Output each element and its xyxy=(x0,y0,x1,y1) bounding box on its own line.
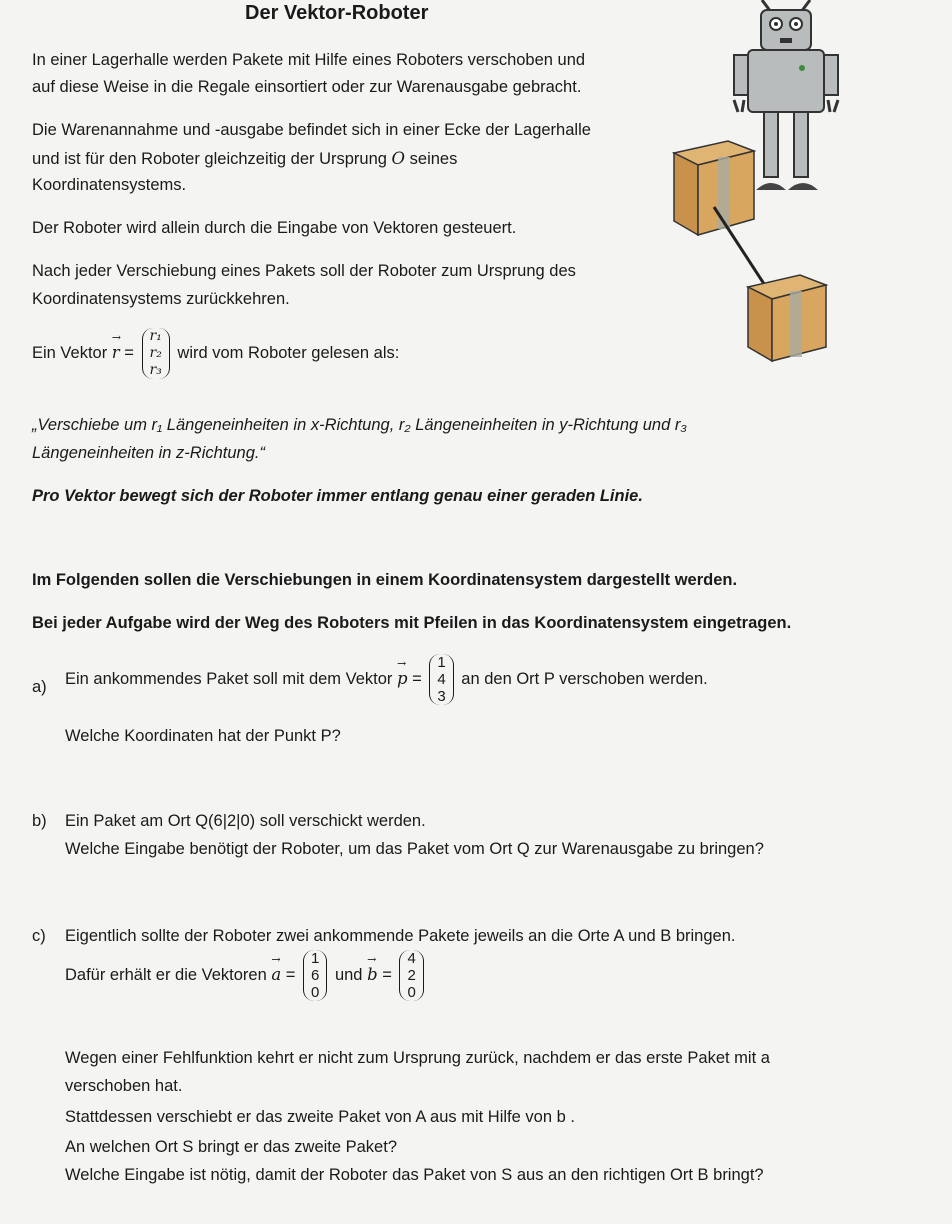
vector-a-column xyxy=(303,950,327,1001)
text-fragment: seines xyxy=(405,150,458,168)
task-c-label: c) xyxy=(32,927,46,945)
intro-text-line: In einer Lagerhalle werden Pakete mit Hilfe eines Roboters verschoben und xyxy=(32,51,586,69)
task-c-line: Stattdessen verschiebt er das zweite Paket von A aus mit Hilfe von b . xyxy=(65,1108,575,1126)
task-c-vectors xyxy=(65,950,427,1001)
intro-text-line: auf diese Weise in die Regale einsortiert oder zur Warenausgabe gebracht. xyxy=(32,78,582,96)
vector-entry: r₂ xyxy=(149,345,162,361)
vector-b-column xyxy=(399,950,423,1001)
vector-entry: 4 xyxy=(437,671,446,688)
vector-a-symbol: → a xyxy=(271,965,281,984)
text-fragment: Ein Vektor xyxy=(32,343,112,362)
task-c-line: Eigentlich sollte der Roboter zwei ankommende Pakete jeweils an die Orte A und B bringen. xyxy=(65,927,736,945)
intro-text-line: Der Roboter wird allein durch die Eingabe von Vektoren gesteuert. xyxy=(32,219,517,237)
task-b-line: Ein Paket am Ort Q(6|2|0) soll verschickt werden. xyxy=(65,812,426,830)
package-move-illustration xyxy=(668,135,838,370)
vector-entry: r₁ xyxy=(149,328,162,344)
task-a-question: Welche Koordinaten hat der Punkt P? xyxy=(65,727,341,745)
vector-entry: r₃ xyxy=(149,362,162,378)
equals-sign: = xyxy=(407,669,427,688)
intro-text-line: Koordinatensystems zurückkehren. xyxy=(32,290,290,308)
task-b-label: b) xyxy=(32,812,47,830)
rule-statement: Pro Vektor bewegt sich der Roboter immer entlang genau einer geraden Linie. xyxy=(32,487,643,505)
vector-entry: 1 xyxy=(437,654,446,671)
text-fragment: Ein ankommendes Paket soll mit dem Vektor xyxy=(65,669,397,688)
intro-text-line: Die Warenannahme und -ausgabe befindet sich in einer Ecke der Lagerhalle xyxy=(32,121,591,139)
equals-sign: = xyxy=(281,965,301,984)
text-fragment: Dafür erhält er die Vektoren xyxy=(65,965,272,984)
vector-p-column xyxy=(429,654,453,705)
vector-entry: 4 xyxy=(407,950,416,967)
text-fragment: wird vom Roboter gelesen als: xyxy=(172,343,400,362)
text-fragment: an den Ort P verschoben werden. xyxy=(456,669,708,688)
quote-line: Längeneinheiten in z-Richtung.“ xyxy=(32,444,265,462)
task-c-line: An welchen Ort S bringt er das zweite Paket? xyxy=(65,1138,397,1156)
task-a-line xyxy=(65,654,708,705)
page-title: Der Vektor-Roboter xyxy=(245,2,429,24)
task-c-line: verschoben hat. xyxy=(65,1077,183,1095)
vector-b-symbol: → b xyxy=(367,965,378,984)
equals-sign: = xyxy=(119,343,139,362)
vector-entry: 0 xyxy=(407,984,416,1001)
quote-line: „Verschiebe um r₁ Längeneinheiten in x-Richtung, r₂ Längeneinheiten in y-Richtung und r₃ xyxy=(32,416,687,434)
vector-r-column xyxy=(142,328,170,379)
vector-entry: 2 xyxy=(407,967,416,984)
text-fragment: und xyxy=(330,965,368,984)
vector-r-symbol: → r xyxy=(112,343,120,362)
vector-p-symbol: → p xyxy=(397,669,408,688)
task-c-line: Wegen einer Fehlfunktion kehrt er nicht zum Ursprung zurück, nachdem er das erste Paket mit a xyxy=(65,1049,770,1067)
section-line: Im Folgenden sollen die Verschiebungen in einem Koordinatensystem dargestellt werden. xyxy=(32,571,738,589)
equals-sign: = xyxy=(377,965,397,984)
intro-text-line: Koordinatensystems. xyxy=(32,176,187,194)
text-fragment: und ist für den Roboter gleichzeitig der Ursprung xyxy=(32,150,392,168)
task-a-label: a) xyxy=(32,678,47,696)
vector-definition xyxy=(32,328,399,379)
intro-text-line: Nach jeder Verschiebung eines Pakets soll der Roboter zum Ursprung des xyxy=(32,262,576,280)
intro-text-line xyxy=(32,149,457,169)
vector-entry: 3 xyxy=(437,688,446,705)
task-b-line: Welche Eingabe benötigt der Roboter, um das Paket vom Ort Q zur Warenausgabe zu bringen? xyxy=(65,840,764,858)
vector-entry: 1 xyxy=(311,950,320,967)
vector-entry: 6 xyxy=(311,967,320,984)
vector-entry: 0 xyxy=(311,984,320,1001)
task-c-line: Welche Eingabe ist nötig, damit der Roboter das Paket von S aus an den richtigen Ort B bringt? xyxy=(65,1166,764,1184)
origin-symbol: O xyxy=(391,149,406,168)
section-line: Bei jeder Aufgabe wird der Weg des Roboters mit Pfeilen in das Koordinatensystem eingetragen. xyxy=(32,614,792,632)
